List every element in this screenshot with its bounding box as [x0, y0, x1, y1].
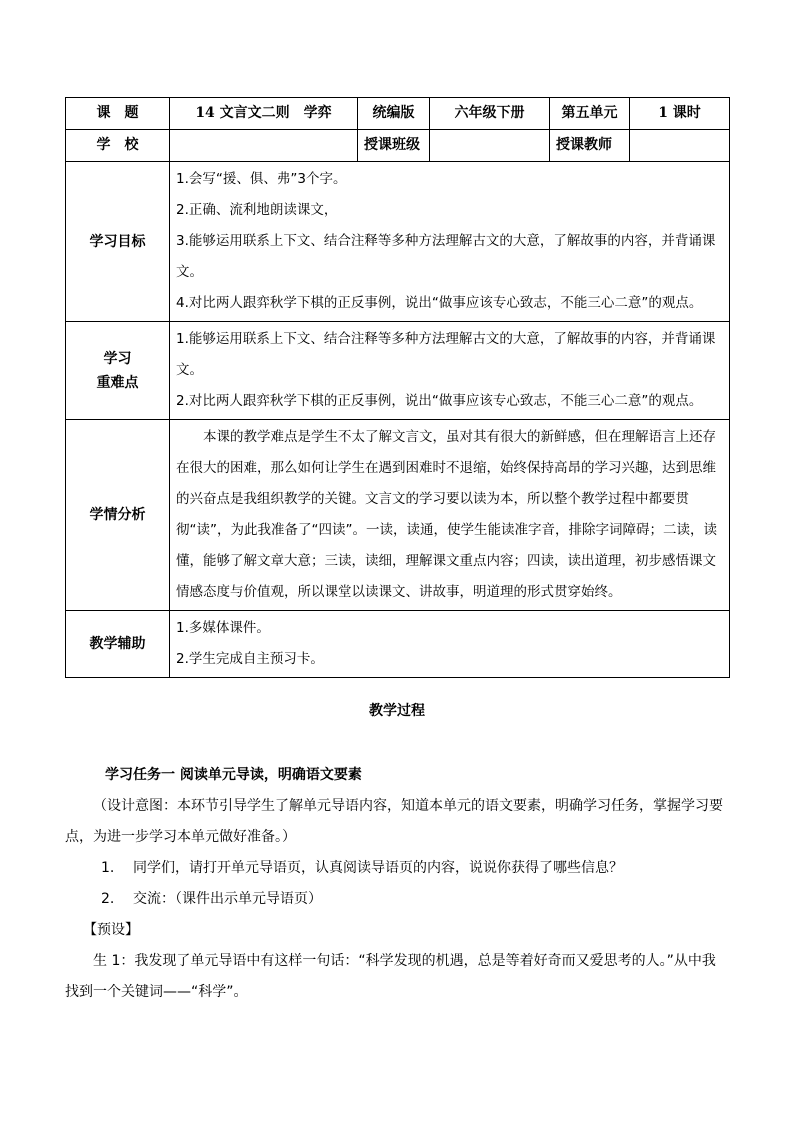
student-answer: 生 1：我发现了单元导语中有这样一句话：“科学发现的机遇，总是等着好奇而又爱思考的人。”从中我找到一个关键词——“科学”。 [65, 953, 716, 1000]
key-point-item: 1.能够运用联系上下文、结合注释等多种方法理解古文的大意，了解故事的内容，并背诵课文。 [176, 331, 716, 378]
edition: 统编版 [358, 98, 430, 130]
goal-item: 4.对比两人跟弈秋学下棋的正反事例，说出“做事应该专心致志，不能三心二意”的观点。 [176, 295, 703, 311]
analysis-label: 学情分析 [66, 420, 170, 611]
analysis-content [170, 420, 730, 611]
key-points-label [66, 322, 170, 420]
header-row [66, 98, 730, 130]
topic-label: 课 题 [66, 98, 170, 130]
key-points-content [170, 322, 730, 420]
task-title: 学习任务一 阅读单元导读，明确语文要素 [105, 767, 362, 783]
class-value [430, 130, 550, 162]
goal-item: 1.会写“援、俱、弗”3个字。 [176, 171, 347, 187]
teacher-value [630, 130, 730, 162]
aids-label: 教学辅助 [66, 611, 170, 678]
preset-label: 【预设】 [83, 922, 139, 938]
goals-label: 学习目标 [66, 162, 170, 322]
unit: 第五单元 [550, 98, 630, 130]
step-number: 2. [101, 891, 115, 907]
teacher-label: 授课教师 [550, 130, 630, 162]
goal-item: 2.正确、流利地朗读课文， [176, 202, 338, 218]
lesson-plan-table [65, 97, 730, 678]
step-item [65, 884, 729, 915]
key-point-item: 2.对比两人跟弈秋学下棋的正反事例，说出“做事应该专心致志，不能三心二意”的观点。 [176, 393, 703, 409]
process-section [65, 760, 729, 1008]
goals-row [66, 162, 730, 322]
key-points-label-line1: 学习 [103, 350, 132, 367]
school-row [66, 130, 730, 162]
step-item [65, 853, 729, 884]
class-hours: 1 课时 [630, 98, 730, 130]
goal-item: 3.能够运用联系上下文、结合注释等多种方法理解古文的大意，了解故事的内容，并背诵课文。 [176, 233, 716, 280]
grade: 六年级下册 [430, 98, 550, 130]
step-text: 同学们，请打开单元导语页，认真阅读导语页的内容，说说你获得了哪些信息？ [133, 860, 623, 876]
design-note: （设计意图：本环节引导学生了解单元导语内容，知道本单元的语文要素，明确学习任务，掌握学习要点，为进一步学习本单元做好准备。） [65, 798, 723, 845]
analysis-row [66, 420, 730, 611]
goals-content [170, 162, 730, 322]
lesson-title: 14 文言文二则 学弈 [170, 98, 358, 130]
aid-item: 2.学生完成自主预习卡。 [176, 651, 324, 667]
step-number: 1. [101, 860, 115, 876]
class-label: 授课班级 [358, 130, 430, 162]
school-label: 学 校 [66, 130, 170, 162]
step-text: 交流：（课件出示单元导语页） [133, 891, 322, 907]
key-points-label-line2: 重难点 [96, 374, 139, 391]
key-points-row [66, 322, 730, 420]
school-value [170, 130, 358, 162]
aids-row [66, 611, 730, 678]
process-title: 教学过程 [369, 703, 425, 719]
analysis-text: 本课的教学难点是学生不太了解文言文，虽对其有很大的新鲜感，但在理解语言上还存在很大的困难，那么如何让学生在遇到困难时不退缩，始终保持高昂的学习兴趣，达到思维的兴奋点是我组织教学的关键。文言文的学习要以读为本，所以整个教学过程中都要贯彻“读”，为此我准备了“四读”。一读，读通，使学生能读准字音，排除字词障碍；二读，读懂，能够了解文章大意；三读，读细，理解课文重点内容；四读，读出道理，初步感悟课文情感态度与价值观，所以课堂以读课文、讲故事，明道理的形式贯穿始终。 [176, 429, 717, 600]
aids-content [170, 611, 730, 678]
aid-item: 1.多媒体课件。 [176, 620, 270, 636]
